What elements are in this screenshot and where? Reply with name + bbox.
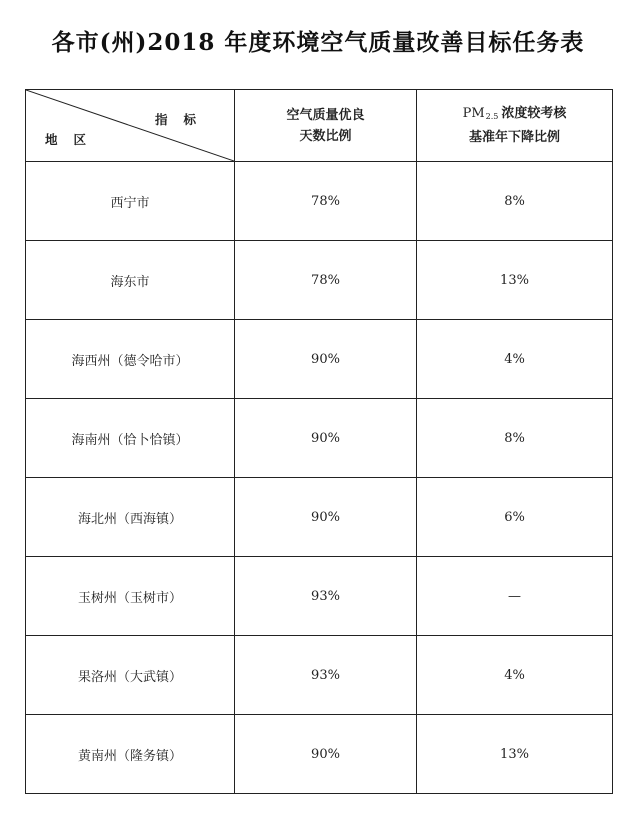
pm25-drop-cell: 8% xyxy=(417,399,613,478)
region-cell: 海北州（西海镇） xyxy=(26,478,235,557)
target-table xyxy=(25,89,613,794)
region-cell: 海西州（德令哈市） xyxy=(26,320,235,399)
good-days-ratio-cell: 90% xyxy=(235,715,417,794)
good-days-ratio-cell: 90% xyxy=(235,399,417,478)
good-days-ratio-cell: 90% xyxy=(235,320,417,399)
good-days-ratio-cell: 78% xyxy=(235,162,417,241)
table-header-row xyxy=(26,90,613,162)
pm-label: PM xyxy=(462,106,485,121)
header-pm25-line2: 基准年下降比例 xyxy=(468,130,560,145)
table-row xyxy=(26,241,613,320)
pm25-drop-cell: 4% xyxy=(417,636,613,715)
pm-subscript: 2.5 xyxy=(485,112,499,121)
region-cell: 海东市 xyxy=(26,241,235,320)
pm25-drop-cell: — xyxy=(417,557,613,636)
header-pm25-drop xyxy=(417,90,613,162)
region-cell: 西宁市 xyxy=(26,162,235,241)
good-days-ratio-cell: 93% xyxy=(235,636,417,715)
corner-header-cell xyxy=(26,90,235,162)
table-row xyxy=(26,320,613,399)
header-good-days-line2: 天数比例 xyxy=(299,128,352,144)
pm25-drop-cell: 4% xyxy=(417,320,613,399)
region-cell: 玉树州（玉树市） xyxy=(26,557,235,636)
table-row xyxy=(26,399,613,478)
table-row xyxy=(26,478,613,557)
pm25-drop-cell: 13% xyxy=(417,715,613,794)
pm25-drop-cell: 8% xyxy=(417,162,613,241)
corner-indicator-label: 指标 xyxy=(154,112,212,127)
good-days-ratio-cell: 90% xyxy=(235,478,417,557)
good-days-ratio-cell: 93% xyxy=(235,557,417,636)
corner-region-label: 地区 xyxy=(45,132,103,147)
pm25-drop-cell: 6% xyxy=(417,478,613,557)
pm25-drop-cell: 13% xyxy=(417,241,613,320)
header-pm25-line1 xyxy=(417,103,612,127)
header-good-days-ratio xyxy=(235,90,417,162)
region-cell: 果洛州（大武镇） xyxy=(26,636,235,715)
region-cell: 海南州（恰卜恰镇） xyxy=(26,399,235,478)
header-good-days-line1: 空气质量优良 xyxy=(286,107,365,123)
region-cell: 黄南州（隆务镇） xyxy=(26,715,235,794)
good-days-ratio-cell: 78% xyxy=(235,241,417,320)
table-row xyxy=(26,557,613,636)
table-row xyxy=(26,162,613,241)
table-row xyxy=(26,715,613,794)
header-pm25-line1-rest: 浓度较考核 xyxy=(501,106,567,121)
table-row xyxy=(26,636,613,715)
page-title: 各市(州)2018 年度环境空气质量改善目标任务表 xyxy=(51,29,585,56)
